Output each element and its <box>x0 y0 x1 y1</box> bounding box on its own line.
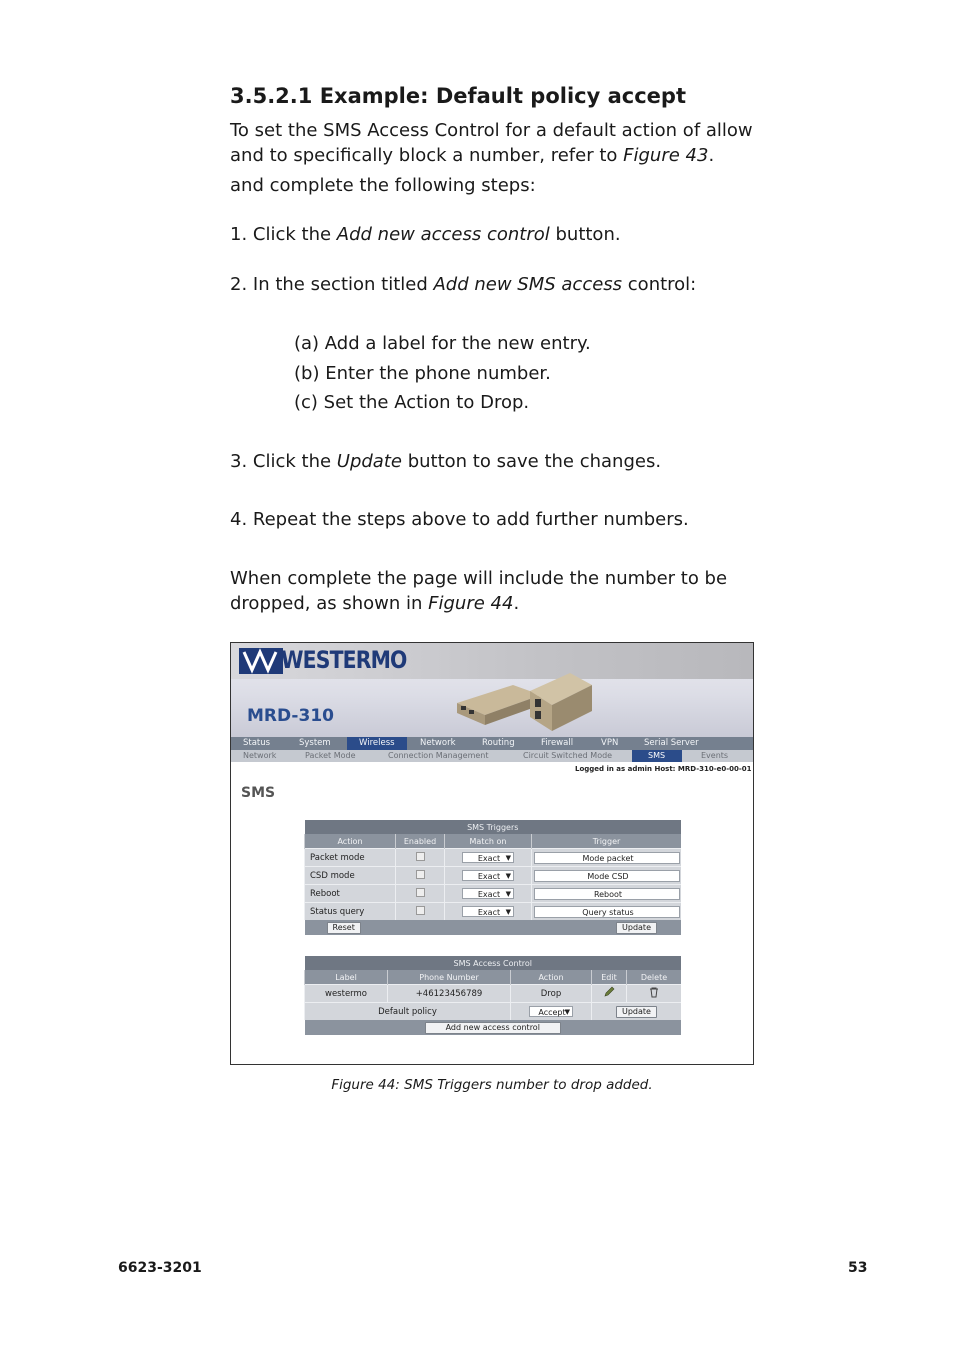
outro-line-2: dropped, as shown in Figure 44. <box>230 593 520 614</box>
header-banner <box>231 643 753 737</box>
substep-a: (a) Add a label for the new entry. <box>294 333 591 354</box>
page-title: SMS <box>241 785 276 801</box>
nav-network[interactable]: Network <box>420 738 456 748</box>
match-select[interactable]: Exact ▼ <box>462 870 514 881</box>
enabled-checkbox[interactable] <box>416 870 425 879</box>
reset-button[interactable]: Reset <box>327 922 361 934</box>
substep-c: (c) Set the Action to Drop. <box>294 392 530 413</box>
intro-line-3: and complete the following steps: <box>230 175 536 196</box>
step-1: 1. Click the Add new access control button. <box>230 224 621 245</box>
table-row: westermo +46123456789 Drop <box>305 985 682 1003</box>
triggers-update-button[interactable]: Update <box>616 922 657 934</box>
default-policy-select[interactable]: Accept ▼ <box>529 1006 573 1017</box>
step-2: 2. In the section titled Add new SMS access control: <box>230 274 697 295</box>
intro-line-1: To set the SMS Access Control for a default action of allow <box>230 120 753 141</box>
westermo-logo-icon <box>239 648 283 674</box>
pencil-edit-icon[interactable] <box>603 986 615 998</box>
table-row: Status query Exact ▼ Query status <box>305 903 682 921</box>
col-delete: Delete <box>627 970 682 985</box>
col-match-on: Match on <box>445 834 532 849</box>
subnav-sms[interactable]: SMS <box>648 751 666 760</box>
enabled-checkbox[interactable] <box>416 852 425 861</box>
figure-44-screenshot <box>230 642 754 1065</box>
trigger-input[interactable]: Query status <box>534 906 680 918</box>
col-enabled: Enabled <box>396 834 445 849</box>
match-select[interactable]: Exact ▼ <box>462 888 514 899</box>
default-policy-label: Default policy <box>305 1003 511 1021</box>
sms-access-control-table <box>304 956 681 1035</box>
nav-firewall[interactable]: Firewall <box>541 738 574 748</box>
enabled-checkbox[interactable] <box>416 888 425 897</box>
figure-44-ref: Figure 44 <box>428 593 514 614</box>
table-row: Packet mode Exact ▼ Mode packet <box>305 849 682 867</box>
nav-vpn[interactable]: VPN <box>601 738 619 748</box>
trigger-input[interactable]: Mode packet <box>534 852 680 864</box>
intro-line-2: and to specifically block a number, refer to Figure 43. <box>230 145 715 166</box>
substep-b: (b) Enter the phone number. <box>294 363 551 384</box>
router-device-image-2 <box>526 671 596 733</box>
model-name: MRD-310 <box>247 706 334 726</box>
match-select[interactable]: Exact ▼ <box>462 852 514 863</box>
col-action: Action <box>511 970 592 985</box>
page-number: 53 <box>848 1260 868 1276</box>
table-row: CSD mode Exact ▼ Mode CSD <box>305 867 682 885</box>
match-select[interactable]: Exact ▼ <box>462 906 514 917</box>
access-update-button[interactable]: Update <box>616 1006 657 1018</box>
nav-serial-server[interactable]: Serial Server <box>644 738 699 748</box>
doc-number: 6623-3201 <box>118 1260 202 1276</box>
subnav-circuit-switched-mode[interactable]: Circuit Switched Mode <box>523 751 613 760</box>
col-action: Action <box>305 834 396 849</box>
col-edit: Edit <box>592 970 627 985</box>
sms-triggers-title: SMS Triggers <box>305 820 682 834</box>
nav-routing[interactable]: Routing <box>482 738 515 748</box>
subnav-connection-management[interactable]: Connection Management <box>388 751 489 760</box>
trigger-input[interactable]: Mode CSD <box>534 870 680 882</box>
sms-triggers-table <box>304 820 681 935</box>
figure-caption: Figure 44: SMS Triggers number to drop added. <box>331 1077 653 1093</box>
figure-43-ref: Figure 43 <box>623 145 709 166</box>
section-heading: 3.5.2.1 Example: Default policy accept <box>230 84 686 108</box>
brand-logo-text: WESTERMO <box>281 646 407 674</box>
step-3: 3. Click the Update button to save the changes. <box>230 451 662 472</box>
subnav-packet-mode[interactable]: Packet Mode <box>305 751 356 760</box>
add-new-access-control-button[interactable]: Add new access control <box>425 1022 561 1034</box>
nav-system[interactable]: System <box>299 738 331 748</box>
delete-icon[interactable] <box>648 986 660 998</box>
nav-status[interactable]: Status <box>243 738 271 748</box>
outro-line-1: When complete the page will include the number to be <box>230 568 728 589</box>
subnav-events[interactable]: Events <box>701 751 729 760</box>
col-phone-number: Phone Number <box>388 970 511 985</box>
step-4: 4. Repeat the steps above to add further numbers. <box>230 509 689 530</box>
col-trigger: Trigger <box>532 834 682 849</box>
subnav-network[interactable]: Network <box>243 751 277 760</box>
table-row: Reboot Exact ▼ Reboot <box>305 885 682 903</box>
enabled-checkbox[interactable] <box>416 906 425 915</box>
access-control-title: SMS Access Control <box>305 956 682 970</box>
main-nav <box>231 737 753 750</box>
col-label: Label <box>305 970 388 985</box>
sub-nav <box>231 750 753 762</box>
nav-wireless[interactable]: Wireless <box>359 738 395 748</box>
logged-in-status: Logged in as admin Host: MRD-310-e0-00-01 <box>575 765 752 773</box>
trigger-input[interactable]: Reboot <box>534 888 680 900</box>
